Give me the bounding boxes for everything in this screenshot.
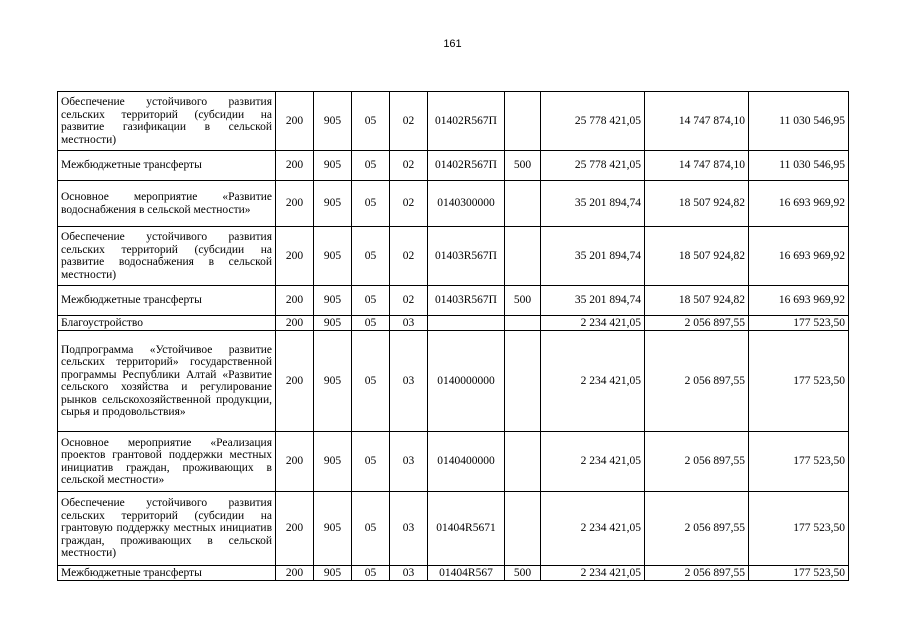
cell-expense-type — [505, 227, 541, 286]
cell-sum-2: 2 056 897,55 — [645, 432, 749, 492]
cell-c2: 905 — [314, 92, 352, 151]
cell-c4: 03 — [390, 331, 428, 432]
cell-c2: 905 — [314, 492, 352, 566]
cell-c2: 905 — [314, 227, 352, 286]
cell-sum-1: 2 234 421,05 — [541, 316, 645, 331]
cell-sum-3: 16 693 969,92 — [749, 181, 849, 227]
budget-table — [57, 91, 849, 581]
cell-c3: 05 — [352, 181, 390, 227]
cell-c2: 905 — [314, 432, 352, 492]
cell-sum-1: 2 234 421,05 — [541, 566, 645, 581]
cell-expense-type — [505, 492, 541, 566]
cell-sum-2: 18 507 924,82 — [645, 286, 749, 316]
cell-target-code — [428, 316, 505, 331]
cell-c1: 200 — [276, 331, 314, 432]
cell-c4: 02 — [390, 181, 428, 227]
cell-c2: 905 — [314, 181, 352, 227]
table-row — [58, 227, 849, 286]
cell-sum-1: 35 201 894,74 — [541, 181, 645, 227]
cell-sum-2: 18 507 924,82 — [645, 227, 749, 286]
cell-sum-1: 2 234 421,05 — [541, 331, 645, 432]
cell-target-code: 01403R567П — [428, 227, 505, 286]
cell-expense-type — [505, 92, 541, 151]
cell-sum-2: 2 056 897,55 — [645, 566, 749, 581]
cell-c4: 02 — [390, 92, 428, 151]
cell-sum-3: 11 030 546,95 — [749, 151, 849, 181]
cell-c2: 905 — [314, 331, 352, 432]
cell-c4: 03 — [390, 432, 428, 492]
cell-c1: 200 — [276, 151, 314, 181]
row-name: Обеспечение устойчивого развития сельских территорий (субсидии на грантовую поддержку местных инициатив граждан, проживающих в сельской местности) — [58, 492, 276, 566]
cell-target-code: 0140300000 — [428, 181, 505, 227]
cell-target-code: 01402R567П — [428, 151, 505, 181]
cell-expense-type — [505, 432, 541, 492]
cell-sum-2: 18 507 924,82 — [645, 181, 749, 227]
cell-target-code: 01402R567П — [428, 92, 505, 151]
cell-c1: 200 — [276, 566, 314, 581]
cell-sum-3: 16 693 969,92 — [749, 286, 849, 316]
page-number: 161 — [443, 38, 462, 50]
cell-target-code: 01404R5671 — [428, 492, 505, 566]
cell-sum-3: 11 030 546,95 — [749, 92, 849, 151]
cell-c4: 03 — [390, 316, 428, 331]
table-body — [58, 92, 849, 581]
cell-sum-3: 177 523,50 — [749, 432, 849, 492]
cell-c2: 905 — [314, 566, 352, 581]
cell-c3: 05 — [352, 151, 390, 181]
cell-target-code: 0140400000 — [428, 432, 505, 492]
cell-target-code: 01404R567 — [428, 566, 505, 581]
table-row — [58, 492, 849, 566]
cell-c1: 200 — [276, 181, 314, 227]
cell-sum-1: 35 201 894,74 — [541, 227, 645, 286]
cell-sum-1: 2 234 421,05 — [541, 432, 645, 492]
cell-c3: 05 — [352, 286, 390, 316]
cell-sum-2: 2 056 897,55 — [645, 316, 749, 331]
cell-c1: 200 — [276, 432, 314, 492]
cell-c3: 05 — [352, 331, 390, 432]
table-row — [58, 151, 849, 181]
row-name: Обеспечение устойчивого развития сельских территорий (субсидии на развитие водоснабжения в сельской местности) — [58, 227, 276, 286]
cell-sum-1: 25 778 421,05 — [541, 151, 645, 181]
row-name: Основное мероприятие «Реализация проектов грантовой поддержки местных инициатив граждан, проживающих в сельской местности» — [58, 432, 276, 492]
cell-c3: 05 — [352, 432, 390, 492]
cell-c1: 200 — [276, 92, 314, 151]
table-row — [58, 566, 849, 581]
cell-sum-3: 16 693 969,92 — [749, 227, 849, 286]
table-row — [58, 331, 849, 432]
cell-c4: 02 — [390, 151, 428, 181]
cell-expense-type: 500 — [505, 151, 541, 181]
cell-sum-2: 2 056 897,55 — [645, 492, 749, 566]
row-name: Обеспечение устойчивого развития сельских территорий (субсидии на развитие газификации в сельской местности) — [58, 92, 276, 151]
cell-c4: 02 — [390, 286, 428, 316]
cell-sum-1: 25 778 421,05 — [541, 92, 645, 151]
cell-c2: 905 — [314, 151, 352, 181]
row-name: Подпрограмма «Устойчивое развитие сельских территорий» государственной программы Республики Алтай «Развитие сельского хозяйства и регулирование рынков сельскохозяйственной продукции, сырья и продовольствия» — [58, 331, 276, 432]
cell-sum-2: 14 747 874,10 — [645, 151, 749, 181]
cell-sum-2: 14 747 874,10 — [645, 92, 749, 151]
cell-c2: 905 — [314, 316, 352, 331]
row-name: Межбюджетные трансферты — [58, 151, 276, 181]
cell-c4: 03 — [390, 492, 428, 566]
table-row — [58, 316, 849, 331]
row-name: Основное мероприятие «Развитие водоснабжения в сельской местности» — [58, 181, 276, 227]
cell-c1: 200 — [276, 316, 314, 331]
cell-sum-1: 2 234 421,05 — [541, 492, 645, 566]
table-row — [58, 92, 849, 151]
cell-c1: 200 — [276, 227, 314, 286]
table-row — [58, 432, 849, 492]
cell-c1: 200 — [276, 286, 314, 316]
cell-sum-1: 35 201 894,74 — [541, 286, 645, 316]
cell-expense-type — [505, 316, 541, 331]
cell-c3: 05 — [352, 92, 390, 151]
cell-c3: 05 — [352, 492, 390, 566]
cell-expense-type — [505, 331, 541, 432]
cell-expense-type — [505, 181, 541, 227]
cell-c2: 905 — [314, 286, 352, 316]
cell-c4: 03 — [390, 566, 428, 581]
cell-expense-type: 500 — [505, 286, 541, 316]
cell-c3: 05 — [352, 316, 390, 331]
cell-expense-type: 500 — [505, 566, 541, 581]
cell-target-code: 0140000000 — [428, 331, 505, 432]
cell-sum-3: 177 523,50 — [749, 316, 849, 331]
row-name: Межбюджетные трансферты — [58, 286, 276, 316]
row-name: Благоустройство — [58, 316, 276, 331]
table-row — [58, 181, 849, 227]
cell-c3: 05 — [352, 566, 390, 581]
cell-c1: 200 — [276, 492, 314, 566]
cell-c3: 05 — [352, 227, 390, 286]
cell-sum-3: 177 523,50 — [749, 492, 849, 566]
row-name: Межбюджетные трансферты — [58, 566, 276, 581]
cell-sum-3: 177 523,50 — [749, 566, 849, 581]
cell-sum-2: 2 056 897,55 — [645, 331, 749, 432]
cell-target-code: 01403R567П — [428, 286, 505, 316]
cell-c4: 02 — [390, 227, 428, 286]
table-row — [58, 286, 849, 316]
cell-sum-3: 177 523,50 — [749, 331, 849, 432]
